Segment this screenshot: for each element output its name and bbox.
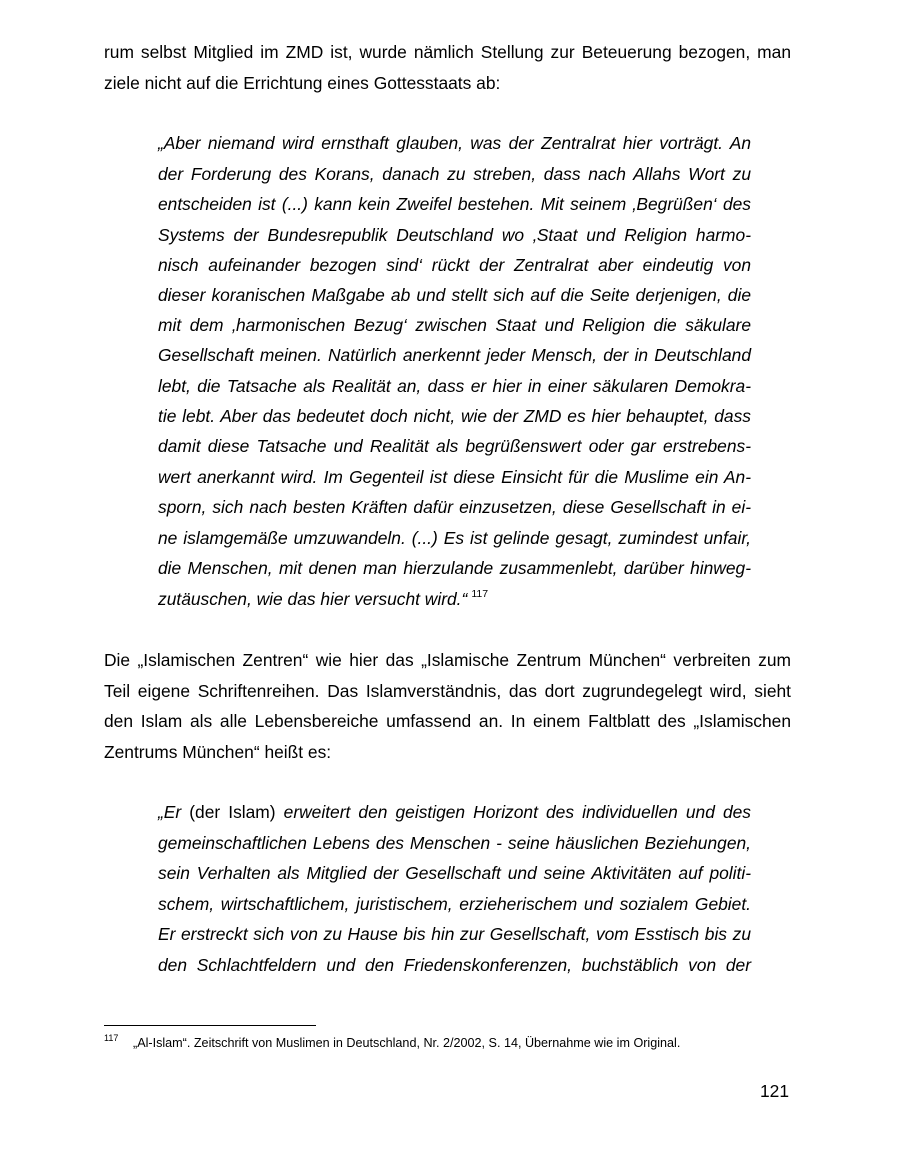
footnote-reference[interactable]: 117 xyxy=(471,588,489,600)
intro-line-2: ziele nicht auf die Errichtung eines Gottesstaats ab: xyxy=(104,73,501,93)
footnote-separator xyxy=(104,1025,316,1026)
quote1-line: Gesellschaft meinen. Natürlich anerkennt jeder Mensch, der in Deutschland xyxy=(158,345,751,365)
quote2-first-line xyxy=(158,802,751,822)
quote2-paren: (der Islam) xyxy=(181,802,284,822)
quote1-line: „Aber niemand wird ernsthaft glauben, was der Zentralrat hier vorträgt. An xyxy=(158,133,751,153)
quote1-line: tie lebt. Aber das bedeutet doch nicht, wie der ZMD es hier behauptet, dass xyxy=(158,406,751,426)
quote1-last-line xyxy=(158,589,488,612)
quote1-line: entscheiden ist (...) kann kein Zweifel bestehen. Mit seinem ‚Begrüßen‘ des xyxy=(158,194,751,214)
footnote-text: „Al-Islam“. Zeitschrift von Muslimen in Deutschland, Nr. 2/2002, S. 14, Übernahme wie im Original. xyxy=(133,1036,681,1050)
footnote-number: 117 xyxy=(104,1033,119,1043)
quote1-line: damit diese Tatsache und Realität als begrüßenswert oder gar erstrebens- xyxy=(158,436,751,456)
quote1-line: dieser koranischen Maßgabe ab und stellt sich auf die Seite derjenigen, die xyxy=(158,285,751,305)
para2-line: Teil eigene Schriftenreihen. Das Islamverständnis, das dort zugrundegelegt wird, sieht xyxy=(104,681,791,701)
quote1-line: sporn, sich nach besten Kräften dafür einzusetzen, diese Gesellschaft in ei- xyxy=(158,497,751,517)
quote1-last-text: zutäuschen, wie das hier versucht wird.“ xyxy=(158,589,468,609)
para2-line: den Islam als alle Lebensbereiche umfassend an. In einem Faltblatt des „Islamischen xyxy=(104,711,791,731)
quote2-first-rest: erweitert den geistigen Horizont des individuellen und des xyxy=(283,802,751,822)
quote2-line: sein Verhalten als Mitglied der Gesellschaft und seine Aktivitäten auf politi- xyxy=(158,863,751,883)
intro-line-1: rum selbst Mitglied im ZMD ist, wurde nämlich Stellung zur Beteuerung bezogen, man xyxy=(104,42,791,62)
quote2-line: gemeinschaftlichen Lebens des Menschen - seine häuslichen Beziehungen, xyxy=(158,833,751,853)
quote2-line: Er erstreckt sich von zu Hause bis hin zur Gesellschaft, vom Esstisch bis zu xyxy=(158,924,751,944)
quote1-line: nisch aufeinander bezogen sind‘ rückt der Zentralrat aber eindeutig von xyxy=(158,255,751,275)
quote1-line: wert anerkannt wird. Im Gegenteil ist diese Einsicht für die Muslime ein An- xyxy=(158,467,751,487)
quote1-line: Systems der Bundesrepublik Deutschland wo ‚Staat und Religion harmo- xyxy=(158,225,751,245)
page-number: 121 xyxy=(760,1081,790,1101)
quote2-open: „Er xyxy=(158,802,182,822)
para2-line: Die „Islamischen Zentren“ wie hier das „Islamische Zentrum München“ verbreiten zum xyxy=(104,650,791,670)
quote2-line: den Schlachtfeldern und den Friedenskonferenzen, buchstäblich von der xyxy=(158,955,751,975)
quote2-line: schem, wirtschaftlichem, juristischem, erzieherischem und sozialem Gebiet. xyxy=(158,894,751,914)
quote1-line: die Menschen, mit denen man hierzulande zusammenlebt, darüber hinweg- xyxy=(158,558,751,578)
quote1-line: ne islamgemäße umzuwandeln. (...) Es ist gelinde gesagt, zumindest unfair, xyxy=(158,528,751,548)
quote1-line: der Forderung des Korans, danach zu streben, dass nach Allahs Wort zu xyxy=(158,164,751,184)
quote1-line: mit dem ‚harmonischen Bezug‘ zwischen Staat und Religion die säkulare xyxy=(158,315,751,335)
quote1-line: lebt, die Tatsache als Realität an, dass er hier in einer säkularen Demokra- xyxy=(158,376,751,396)
para2-last-line: Zentrums München“ heißt es: xyxy=(104,742,332,762)
